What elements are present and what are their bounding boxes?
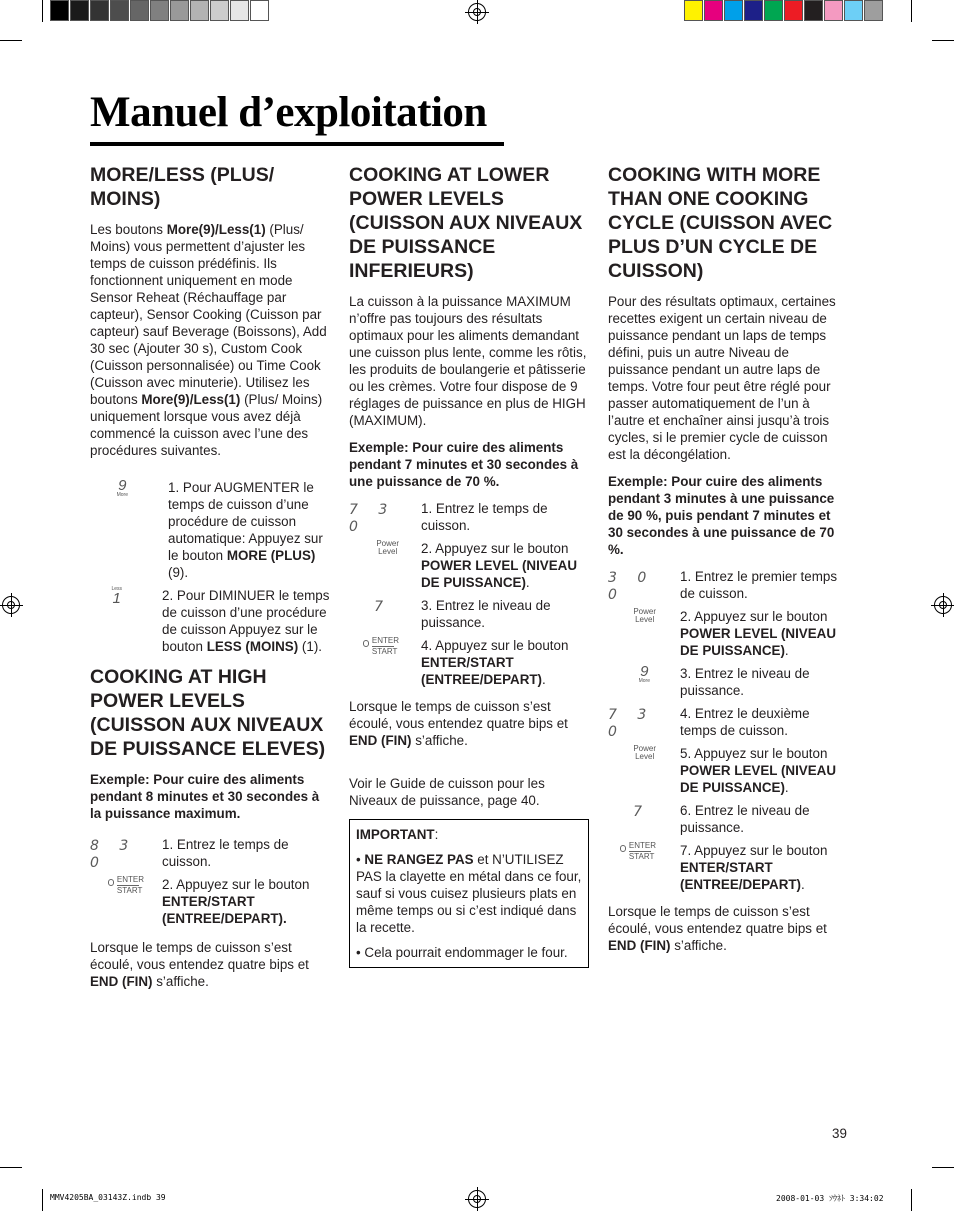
digit-7-icon: 7 [374,599,391,615]
gray-swatch [250,0,269,21]
crop-mark [0,1167,22,1168]
gray-swatch [150,0,169,21]
gray-swatch [70,0,89,21]
crop-mark [911,1189,912,1211]
color-swatch [764,0,783,21]
step-enter-time: 8 3 0 1. Entrez le temps de cuisson. [90,837,289,871]
page-title: Manuel d’exploitation [90,89,487,136]
paragraph-multi-cycle: Pour des résultats optimaux, certaines recettes exigent un certain niveau de puissance pendant un laps de temps défini, puis un autre Niveau de puissance pendant un autre laps de temps. Votre four peut être réglé pour passer automatiquement de l’un à l’autre et enchaîner ainsi jusqu’à trois cycles, si le premier cycle de cuisson est la décongélation. [608,294,836,462]
step-enter-start: ENTER START 4. Appuyez sur le bouton ENTER/START (ENTREE/DEPART). [349,637,589,688]
color-swatch [704,0,723,21]
step-power-level-2: Power Level 5. Appuyez sur le bouton POWER LEVEL (NIVEAU DE PUISSANCE). [633,744,836,795]
title-underline [90,142,504,146]
step-enter-level: 7 3. Entrez le niveau de puissance. [374,598,551,630]
step-power-level: Power Level 2. Appuyez sur le bouton POWER LEVEL (NIVEAU DE PUISSANCE). [376,539,577,590]
crop-mark [911,0,912,22]
color-swatch [824,0,843,21]
step-first-time: 3 0 0 1. Entrez le premier temps de cuisson. [608,569,838,603]
slug-date-info: 2008-01-03 ｿｳﾈﾄ 3:34:02 [776,1194,884,1203]
example-multi-cycle: Exemple: Pour cuire des aliments pendant 3 minutes à une puissance de 90 %, puis pendant 7 minutes et 30 secondes à une puissance de 70 %. [608,474,835,557]
color-swatch [744,0,763,21]
color-swatch [784,0,803,21]
example-lower-power: Exemple: Pour cuire des aliments pendant 7 minutes et 30 secondes à une puissance de 70 %. [349,440,579,489]
digits-300-icon: 3 0 0 [608,570,655,603]
important-box: IMPORTANT: • NE RANGEZ PAS et N’UTILISEZ PAS la clayette en métal dans ce four, sauf si vous cuisez plusieurs plats en même temps ou si c’est indiqué dans la recette. • Cela pourrait endommager le four. [349,819,589,968]
crop-mark [932,1167,954,1168]
power-level-button-icon: Power Level [633,607,656,624]
crop-mark [42,1189,43,1211]
power-level-button-icon: Power Level [376,539,399,556]
color-swatch [724,0,743,21]
gray-swatch [130,0,149,21]
paragraph-end-lower: Lorsque le temps de cuisson s’est écoulé, vous entendez quatre bips et END (FIN) s’affiche. [349,699,568,748]
step-enter-start: ENTER START 7. Appuyez sur le bouton ENTER/START (ENTREE/DEPART). [608,842,848,893]
enter-start-button-icon: ENTER START [372,637,399,656]
registration-mark-left [2,596,20,614]
paragraph-more-less: Les boutons More(9)/Less(1) (Plus/ Moins) vous permettent d’ajuster les temps de cuisson prédéfinis. Ils fonctionnent uniquement en mode Sensor Reheat (Réchauffage par capteur), Sensor Cooking (Cuisson par capteur) sauf Beverage (Boissons), Add 30 sec (Ajouter 30 s), Custom Cook (Cuisson personnalisée) ou Time Cook (Cuisson avec minuterie). Utilisez les boutons More(9)/Less(1) (Plus/ Moins) uniquement lorsque vous avez déjà commencé la cuisson avec l’une des procédures suivantes. [90,222,327,458]
less-button-icon: Less 1 [111,586,122,607]
enter-start-button-icon: ENTER START [629,842,656,861]
paragraph-guide-reference: Voir le Guide de cuisson pour les Niveaux de puissance, page 40. [349,776,545,808]
gray-swatch [50,0,69,21]
section-heading-lower-power: COOKING AT LOWER POWER LEVELS (CUISSON AUX NIVEAUX DE PUISSANCE INFERIEURS) [349,164,583,282]
enter-start-button-icon: ENTER START [117,876,144,895]
gray-swatch [230,0,249,21]
important-item: • Cela pourrait endommager le four. [356,945,568,960]
color-swatch [864,0,883,21]
step-more: 9 More 1. Pour AUGMENTER le temps de cuisson d’une procédure de cuisson automatique: Appuyez sur le bouton MORE (PLUS) (9). [116,477,323,580]
digits-830-icon: 8 3 0 [90,838,137,871]
paragraph-end-multi: Lorsque le temps de cuisson s’est écoulé, vous entendez quatre bips et END (FIN) s’affiche. [608,904,827,953]
registration-mark-top [468,3,486,21]
step-second-time: 7 3 0 4. Entrez le deuxième temps de cuisson. [608,706,810,740]
more-button-icon: 9 More [638,663,650,684]
color-swatch [684,0,703,21]
power-level-button-icon: Power Level [633,744,656,761]
digits-730-icon: 7 3 0 [608,707,655,740]
crop-mark [0,40,22,41]
slug-file-info: MMV4205BA_03143Z.indb 39 [50,1193,166,1202]
digits-730-icon: 7 3 0 [349,502,396,535]
digit-7-icon: 7 [633,804,650,820]
gray-swatch [190,0,209,21]
page-number: 39 [832,1126,847,1141]
step-level-7: 7 6. Entrez le niveau de puissance. [633,803,810,835]
important-item: • NE RANGEZ PAS et N’UTILISEZ PAS la clayette en métal dans ce four, sauf si vous cuisez plusieurs plats en même temps ou si c’est indiqué dans la recette. [356,852,582,935]
column-lower-power [349,163,589,968]
gray-swatch [210,0,229,21]
registration-mark-bottom [468,1190,486,1208]
example-high-power: Exemple: Pour cuire des aliments pendant 8 minutes et 30 secondes à la puissance maximum. [90,772,320,821]
paragraph-end-high: Lorsque le temps de cuisson s’est écoulé, vous entendez quatre bips et END (FIN) s’affiche. [90,940,309,989]
registration-mark-right [934,596,952,614]
gray-swatch [170,0,189,21]
crop-mark [42,0,43,22]
paragraph-lower-power: La cuisson à la puissance MAXIMUM n’offre pas toujours des résultats optimaux pour les aliments demandant une cuisson plus lente, comme les rôtis, les produits de boulangerie et pâtisserie ou les crèmes. Votre four dispose de 9 réglages de puissance en plus de HIGH (MAXIMUM). [349,294,587,428]
color-swatch [804,0,823,21]
section-heading-more-less: MORE/LESS (PLUS/ MOINS) [90,164,275,210]
more-button-icon: 9 More [116,477,128,498]
step-enter-start: ENTER START 2. Appuyez sur le bouton ENTER/START (ENTREE/DEPART). [90,876,330,927]
color-swatch [844,0,863,21]
column-more-less [90,163,330,1000]
gray-swatch [110,0,129,21]
step-power-level: Power Level 2. Appuyez sur le bouton POWER LEVEL (NIVEAU DE PUISSANCE). [633,607,836,658]
crop-mark [932,40,954,41]
section-heading-high-power: COOKING AT HIGH POWER LEVELS (CUISSON AUX NIVEAUX DE PUISSANCE ELEVES) [90,666,326,760]
gray-swatch [90,0,109,21]
step-level-9: 9 More 3. Entrez le niveau de puissance. [638,663,810,698]
column-multi-cycle [608,163,848,964]
step-less: Less 1 2. Pour DIMINUER le temps de cuisson d’une procédure de cuisson Appuyez sur le bouton LESS (MOINS) (1). [111,586,330,654]
section-heading-multi-cycle: COOKING WITH MORE THAN ONE COOKING CYCLE (CUISSON AVEC PLUS D’UN CYCLE DE CUISSON) [608,164,833,282]
step-enter-time: 7 3 0 1. Entrez le temps de cuisson. [349,501,548,535]
